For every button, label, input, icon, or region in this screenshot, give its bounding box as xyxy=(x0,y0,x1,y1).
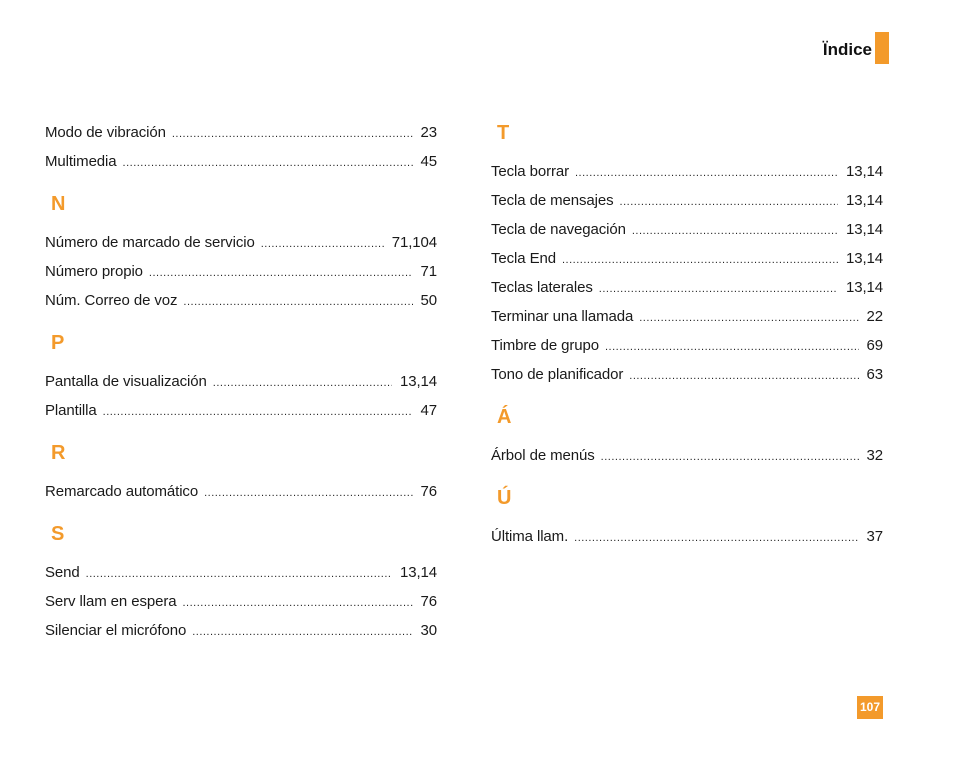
index-page-ref: 30 xyxy=(420,622,437,639)
index-letter-heading: S xyxy=(51,523,65,545)
index-term: Teclas laterales xyxy=(491,279,593,296)
index-term: Send xyxy=(45,564,80,581)
index-letter-heading: P xyxy=(51,332,65,354)
index-entry xyxy=(491,215,883,244)
index-entry xyxy=(45,257,437,286)
index-page-ref: 23 xyxy=(420,124,437,141)
index-entry xyxy=(45,228,437,257)
index-page-ref: 37 xyxy=(866,528,883,545)
dot-leader xyxy=(172,120,413,149)
index-letter-heading: Á xyxy=(497,406,512,428)
dot-leader xyxy=(632,217,838,246)
dot-leader xyxy=(639,304,858,333)
index-page-ref: 13,14 xyxy=(845,221,883,238)
index-term: Tecla borrar xyxy=(491,163,569,180)
index-page-ref: 13,14 xyxy=(845,192,883,209)
index-entry xyxy=(45,558,437,587)
index-page-ref: 76 xyxy=(420,483,437,500)
index-entry xyxy=(491,522,883,551)
dot-leader xyxy=(103,398,413,427)
index-page-ref: 45 xyxy=(420,153,437,170)
dot-leader xyxy=(213,369,392,398)
index-entry xyxy=(491,273,883,302)
dot-leader xyxy=(149,259,413,288)
index-entry xyxy=(45,587,437,616)
index-letter-heading: T xyxy=(497,122,510,144)
index-term: Timbre de grupo xyxy=(491,337,599,354)
index-entry xyxy=(45,118,437,147)
index-term: Tecla de mensajes xyxy=(491,192,614,209)
index-term: Pantalla de visualización xyxy=(45,373,207,390)
dot-leader xyxy=(629,362,858,391)
index-entry xyxy=(491,331,883,360)
index-page-ref: 13,14 xyxy=(845,250,883,267)
dot-leader xyxy=(601,443,859,472)
dot-leader xyxy=(183,288,412,317)
index-term: Última llam. xyxy=(491,528,569,545)
dot-leader xyxy=(605,333,859,362)
index-entry xyxy=(491,157,883,186)
dot-leader xyxy=(204,479,412,508)
index-entry xyxy=(491,244,883,273)
index-entry xyxy=(491,441,883,470)
index-column-left xyxy=(45,118,437,645)
index-page-ref: 22 xyxy=(866,308,883,325)
index-term: Núm. Correo de voz xyxy=(45,292,178,309)
index-term: Tono de planificador xyxy=(491,366,624,383)
index-page-ref: 13,14 xyxy=(845,279,883,296)
page-title: Ïndice xyxy=(822,40,872,59)
index-letter-heading: R xyxy=(51,442,66,464)
index-page-ref: 50 xyxy=(420,292,437,309)
page-number: 107 xyxy=(857,696,883,719)
dot-leader xyxy=(86,560,392,589)
index-entry xyxy=(45,616,437,645)
index-entry xyxy=(491,360,883,389)
index-page-ref: 71,104 xyxy=(391,234,437,251)
index-entry xyxy=(491,302,883,331)
index-letter-heading: Ú xyxy=(497,487,512,509)
dot-leader xyxy=(192,618,412,647)
dot-leader xyxy=(123,149,413,178)
index-page-ref: 13,14 xyxy=(399,373,437,390)
index-term: Terminar una llamada xyxy=(491,308,634,325)
index-column-right xyxy=(491,118,883,551)
index-page-ref: 13,14 xyxy=(845,163,883,180)
index-entry xyxy=(45,396,437,425)
index-letter-heading: N xyxy=(51,193,66,215)
dot-leader xyxy=(562,246,838,275)
index-page-ref: 32 xyxy=(866,447,883,464)
dot-leader xyxy=(261,230,384,259)
index-page-ref: 13,14 xyxy=(399,564,437,581)
index-page-ref: 69 xyxy=(866,337,883,354)
dot-leader xyxy=(183,589,413,618)
index-page-ref: 71 xyxy=(420,263,437,280)
dot-leader xyxy=(575,159,838,188)
index-term: Modo de vibración xyxy=(45,124,166,141)
index-term: Árbol de menús xyxy=(491,447,595,464)
dot-leader xyxy=(574,524,858,553)
index-entry xyxy=(45,286,437,315)
index-term: Remarcado automático xyxy=(45,483,199,500)
index-term: Tecla End xyxy=(491,250,556,267)
index-entry xyxy=(491,186,883,215)
index-term: Número propio xyxy=(45,263,143,280)
index-term: Tecla de navegación xyxy=(491,221,626,238)
index-page-ref: 63 xyxy=(866,366,883,383)
index-term: Serv llam en espera xyxy=(45,593,177,610)
section-tab-marker xyxy=(875,32,889,64)
index-entry xyxy=(45,367,437,396)
index-term: Número de marcado de servicio xyxy=(45,234,255,251)
index-entry xyxy=(45,147,437,176)
index-term: Silenciar el micrófono xyxy=(45,622,187,639)
dot-leader xyxy=(599,275,838,304)
index-entry xyxy=(45,477,437,506)
index-page-ref: 47 xyxy=(420,402,437,419)
index-term: Plantilla xyxy=(45,402,97,419)
dot-leader xyxy=(620,188,838,217)
index-term: Multimedia xyxy=(45,153,117,170)
index-page-ref: 76 xyxy=(420,593,437,610)
